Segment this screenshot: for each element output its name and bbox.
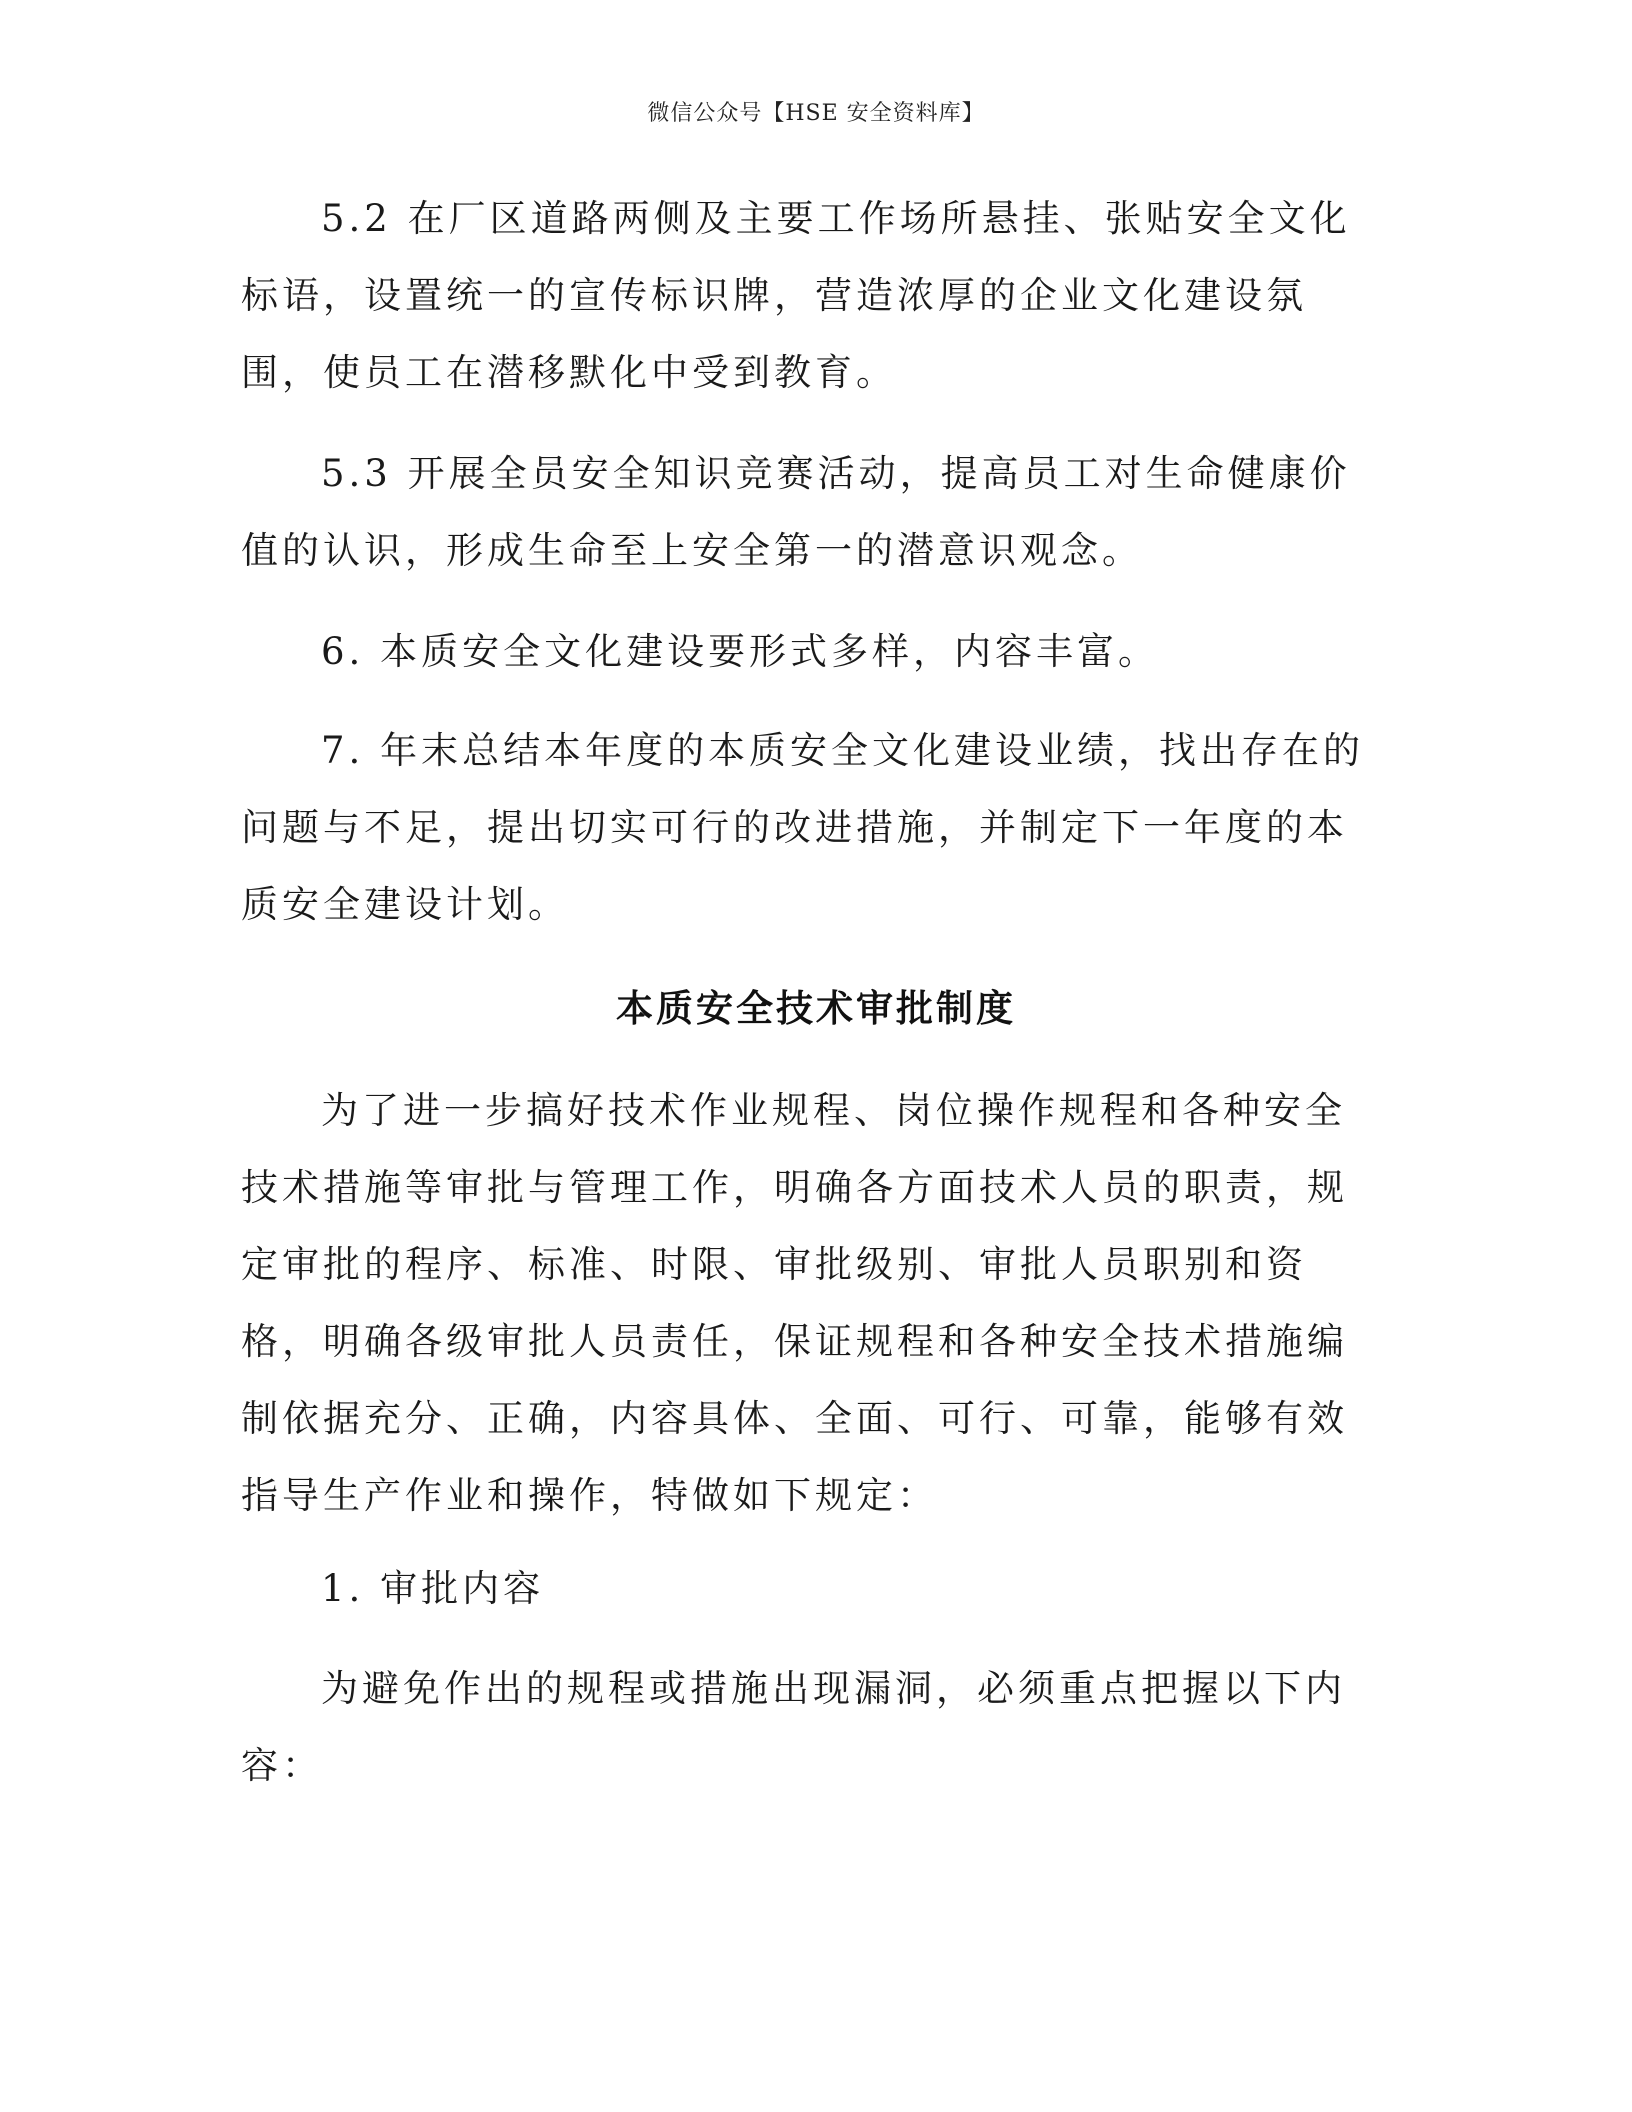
item-1-block xyxy=(241,1550,1381,1627)
paragraph-7-block xyxy=(241,712,1381,943)
paragraph-5-2: 5.2 在厂区道路两侧及主要工作场所悬挂、张贴安全文化标语，设置统一的宣传标识牌，营造浓厚的企业文化建设氛围，使员工在潜移默化中受到教育。 xyxy=(241,197,1351,394)
item-1-text-block xyxy=(241,1650,1381,1804)
item-1-heading: 1. 审批内容 xyxy=(321,1567,545,1610)
paragraph-5-3: 5.3 开展全员安全知识竞赛活动，提高员工对生命健康价值的认识，形成生命至上安全第一的潜意识观念。 xyxy=(241,452,1351,572)
item-1-text: 为避免作出的规程或措施出现漏洞，必须重点把握以下内容： xyxy=(241,1667,1346,1787)
section-title: 本质安全技术审批制度 xyxy=(616,986,1016,1030)
paragraph-5-3-block xyxy=(241,435,1381,589)
paragraph-6: 6. 本质安全文化建设要形式多样，内容丰富。 xyxy=(321,630,1160,673)
paragraph-5-2-block xyxy=(241,180,1381,411)
section-intro: 为了进一步搞好技术作业规程、岗位操作规程和各种安全技术措施等审批与管理工作，明确各方面技术人员的职责，规定审批的程序、标准、时限、审批级别、审批人员职别和资格，明确各级审批人员责任，保证规程和各种安全技术措施编制依据充分、正确，内容具体、全面、可行、可靠，能够有效指导生产作业和操作，特做如下规定： xyxy=(241,1089,1348,1517)
paragraph-7: 7. 年末总结本年度的本质安全文化建设业绩，找出存在的问题与不足，提出切实可行的改进措施，并制定下一年度的本质安全建设计划。 xyxy=(241,729,1365,926)
paragraph-6-block xyxy=(241,613,1381,690)
page-header: 微信公众号【HSE 安全资料库】 xyxy=(647,101,985,126)
section-intro-block xyxy=(241,1072,1381,1534)
